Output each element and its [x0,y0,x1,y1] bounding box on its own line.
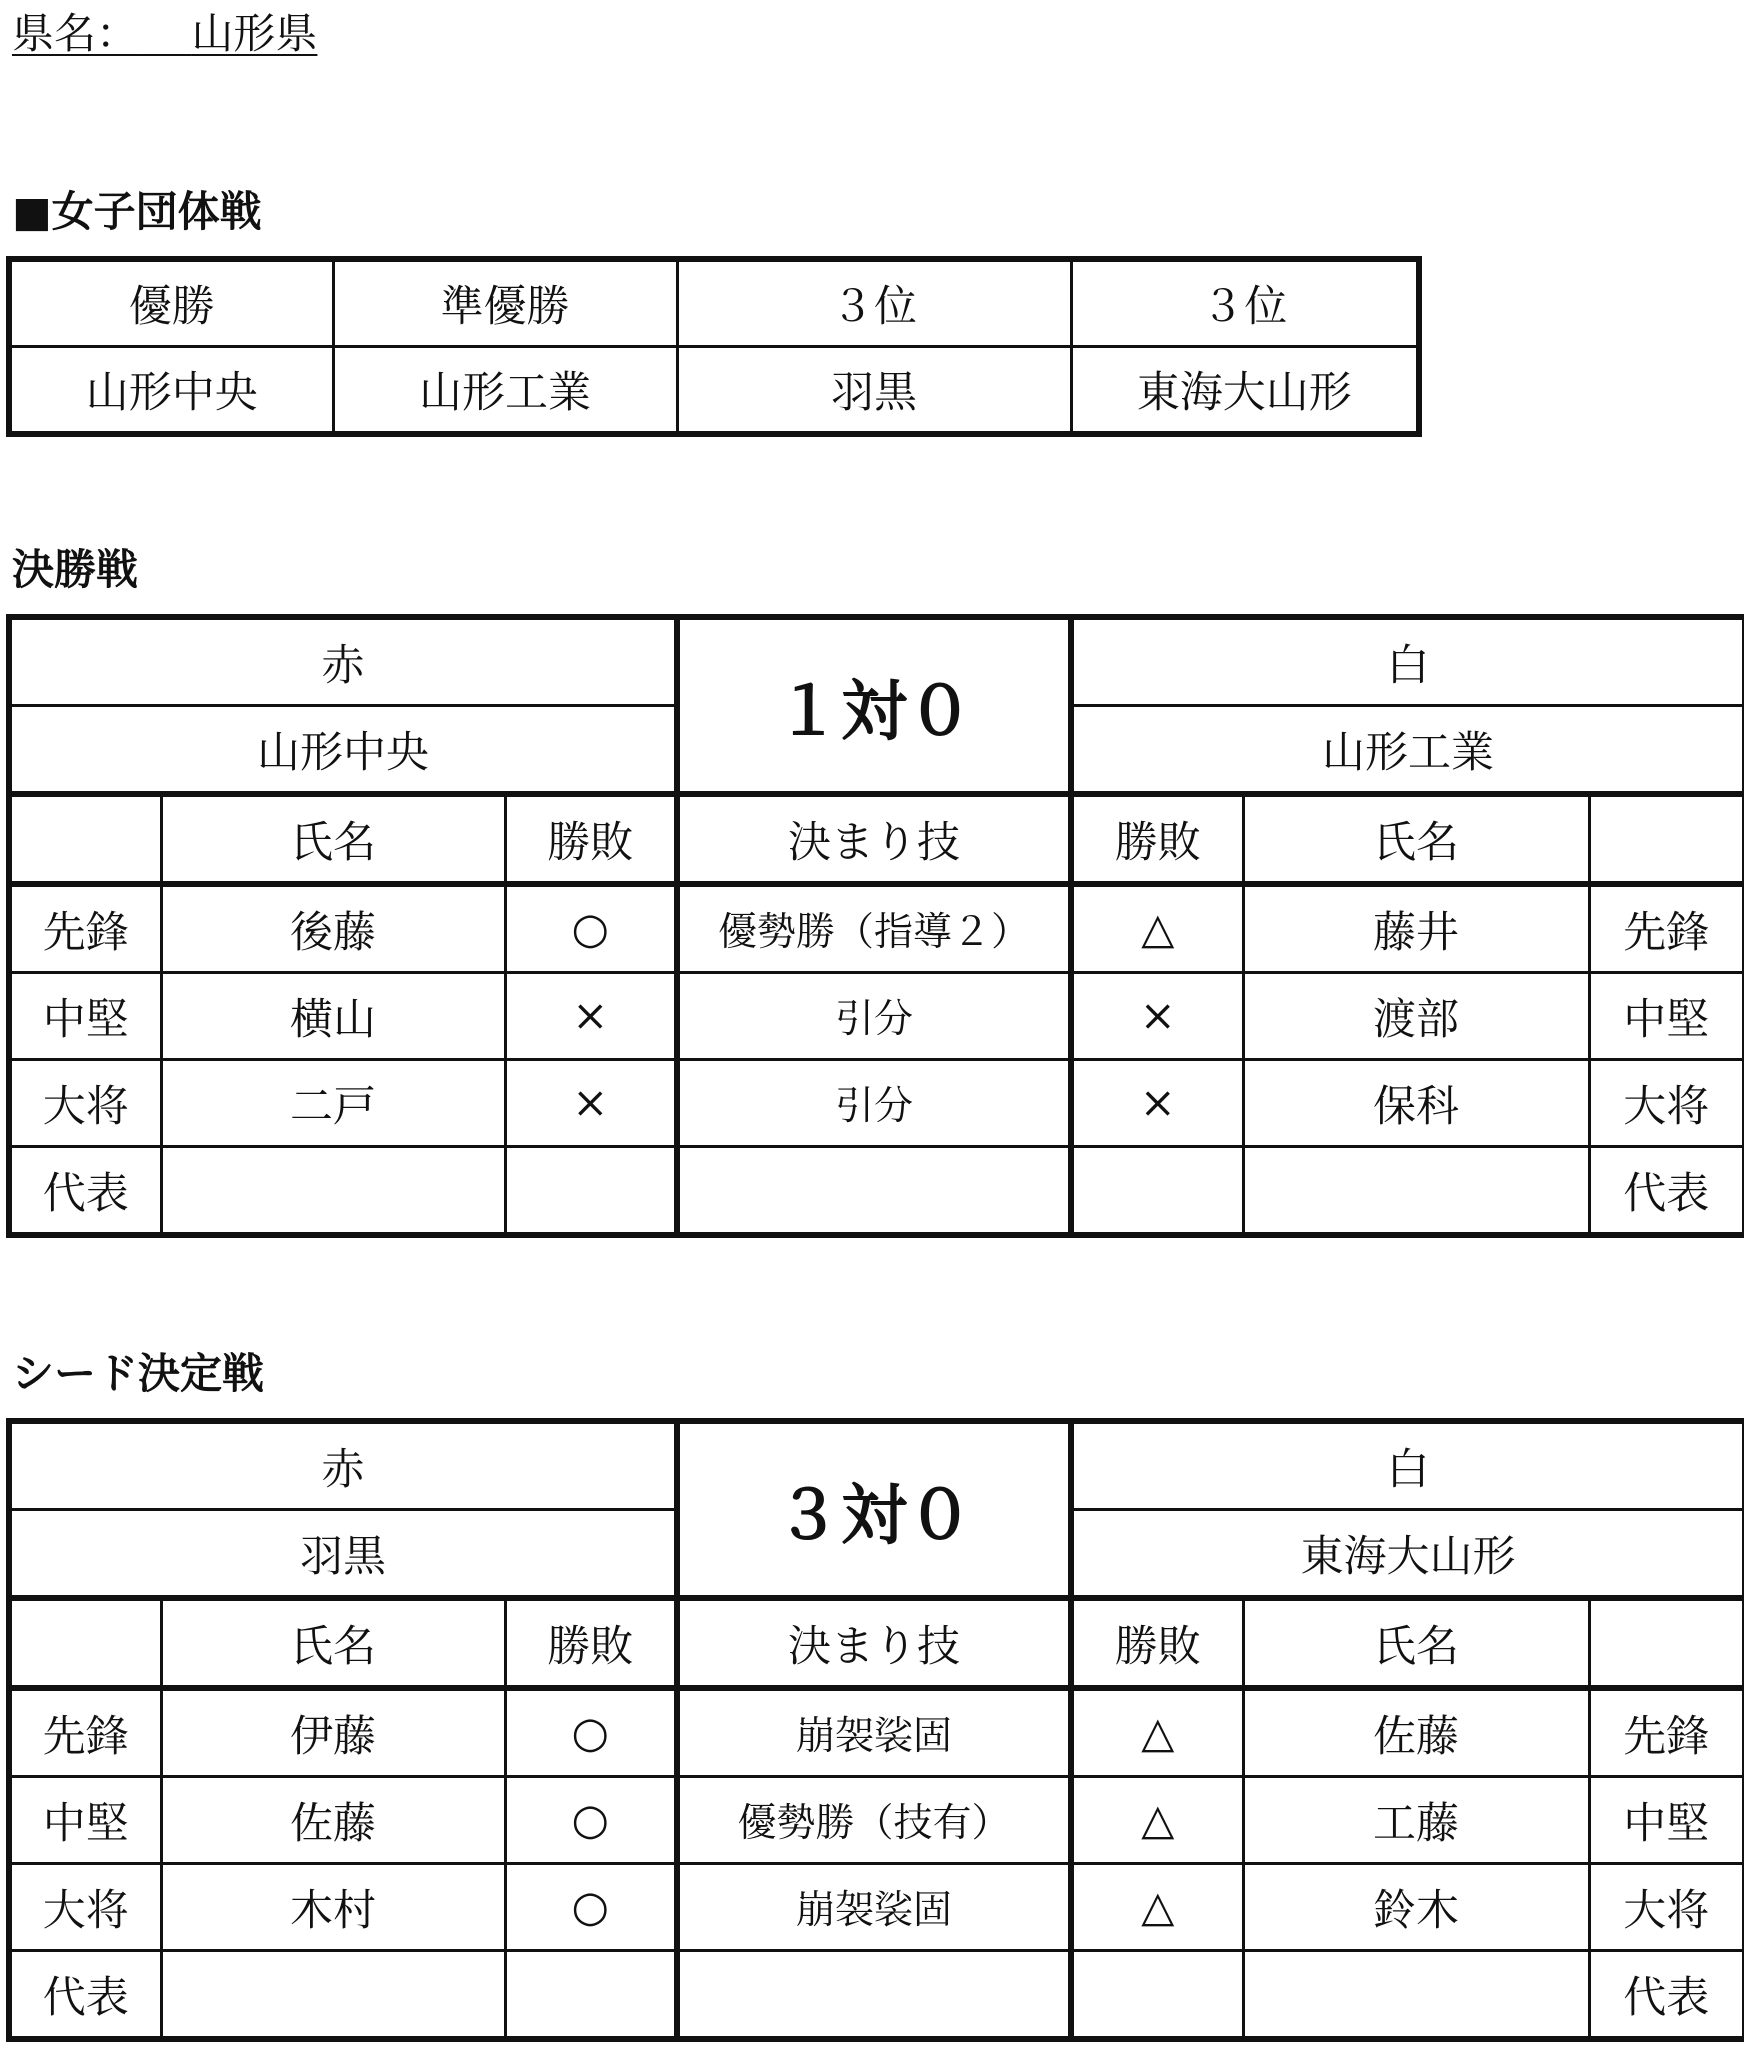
red-team-name: 山形中央 [9,706,677,795]
red-player-name: 横山 [161,973,505,1060]
rank-team: 羽黒 [677,347,1071,435]
position-cell: 大将 [1589,1060,1744,1147]
team-results-header-row [9,259,1419,347]
technique-header: 決まり技 [677,1598,1071,1688]
prefecture-value: 山形県 [191,9,318,58]
white-team-name: 東海大山形 [1071,1510,1744,1599]
position-cell: 代表 [1589,1951,1744,2040]
bout-row [9,1777,1744,1864]
final-match-table [6,614,1744,1238]
white-player-name [1243,1951,1589,2040]
position-header-blank [1589,794,1744,884]
result-header: 勝敗 [505,794,677,884]
red-corner-label: 赤 [9,1421,677,1510]
red-player-name: 二戸 [161,1060,505,1147]
technique-header: 決まり技 [677,794,1071,884]
red-result: ○ [505,884,677,973]
white-player-name: 渡部 [1243,973,1589,1060]
white-player-name: 工藤 [1243,1777,1589,1864]
white-team-name: 山形工業 [1071,706,1744,795]
name-header: 氏名 [1243,1598,1589,1688]
red-result: × [505,973,677,1060]
white-player-name: 佐藤 [1243,1688,1589,1777]
prefecture-label: 県名： [12,9,139,58]
name-header: 氏名 [161,794,505,884]
match-score: １対０ [677,617,1071,794]
position-cell: 先鋒 [9,1688,161,1777]
final-label-row [9,617,1744,706]
white-result: △ [1071,1864,1243,1951]
red-team-name: 羽黒 [9,1510,677,1599]
red-result: ○ [505,1864,677,1951]
white-result [1071,1147,1243,1236]
position-cell: 中堅 [9,1777,161,1864]
position-cell: 大将 [9,1060,161,1147]
red-player-name: 木村 [161,1864,505,1951]
red-result: ○ [505,1688,677,1777]
red-player-name [161,1951,505,2040]
white-result: △ [1071,1688,1243,1777]
red-player-name: 後藤 [161,884,505,973]
bout-row [9,1060,1744,1147]
white-result [1071,1951,1243,2040]
rank-team: 東海大山形 [1071,347,1419,435]
white-player-name: 藤井 [1243,884,1589,973]
position-cell: 先鋒 [1589,1688,1744,1777]
red-result [505,1951,677,2040]
technique-cell [677,1951,1071,2040]
result-header: 勝敗 [1071,1598,1243,1688]
rank-team: 山形中央 [9,347,333,435]
seed-match-table [6,1418,1744,2042]
rank-header: ３位 [677,259,1071,347]
red-result: × [505,1060,677,1147]
rank-header: 準優勝 [333,259,677,347]
seed-column-header-row [9,1598,1744,1688]
red-player-name: 伊藤 [161,1688,505,1777]
position-cell: 中堅 [1589,1777,1744,1864]
white-result: × [1071,1060,1243,1147]
bout-row [9,1147,1744,1236]
white-result: × [1071,973,1243,1060]
bout-row [9,1951,1744,2040]
technique-cell: 崩袈裟固 [677,1864,1071,1951]
position-cell: 代表 [9,1951,161,2040]
team-results-value-row [9,347,1419,435]
white-corner-label: 白 [1071,1421,1744,1510]
position-cell: 大将 [1589,1864,1744,1951]
red-result [505,1147,677,1236]
result-header: 勝敗 [1071,794,1243,884]
position-header-blank [9,1598,161,1688]
position-cell: 中堅 [9,973,161,1060]
position-cell: 中堅 [1589,973,1744,1060]
white-corner-label: 白 [1071,617,1744,706]
bout-row [9,884,1744,973]
technique-cell: 崩袈裟固 [677,1688,1071,1777]
final-heading: 決勝戦 [12,545,139,594]
technique-cell [677,1147,1071,1236]
name-header: 氏名 [161,1598,505,1688]
match-score: ３対０ [677,1421,1071,1598]
bout-row [9,1864,1744,1951]
position-cell: 大将 [9,1864,161,1951]
technique-cell: 引分 [677,1060,1071,1147]
bout-row [9,1688,1744,1777]
position-cell: 先鋒 [9,884,161,973]
final-column-header-row [9,794,1744,884]
result-header: 勝敗 [505,1598,677,1688]
white-player-name: 鈴木 [1243,1864,1589,1951]
red-player-name [161,1147,505,1236]
rank-team: 山形工業 [333,347,677,435]
red-corner-label: 赤 [9,617,677,706]
position-cell: 先鋒 [1589,884,1744,973]
team-results-table [6,256,1422,437]
red-result: ○ [505,1777,677,1864]
name-header: 氏名 [1243,794,1589,884]
white-player-name [1243,1147,1589,1236]
white-result: △ [1071,884,1243,973]
bout-row [9,973,1744,1060]
prefecture-line [12,4,317,64]
position-header-blank [1589,1598,1744,1688]
seed-label-row [9,1421,1744,1510]
technique-cell: 優勢勝（指導２） [677,884,1071,973]
position-header-blank [9,794,161,884]
white-result: △ [1071,1777,1243,1864]
rank-header: ３位 [1071,259,1419,347]
technique-cell: 優勢勝（技有） [677,1777,1071,1864]
white-player-name: 保科 [1243,1060,1589,1147]
team-event-heading: ■女子団体戦 [12,187,262,236]
technique-cell: 引分 [677,973,1071,1060]
red-player-name: 佐藤 [161,1777,505,1864]
rank-header: 優勝 [9,259,333,347]
seed-heading: シード決定戦 [12,1349,265,1398]
position-cell: 代表 [9,1147,161,1236]
position-cell: 代表 [1589,1147,1744,1236]
